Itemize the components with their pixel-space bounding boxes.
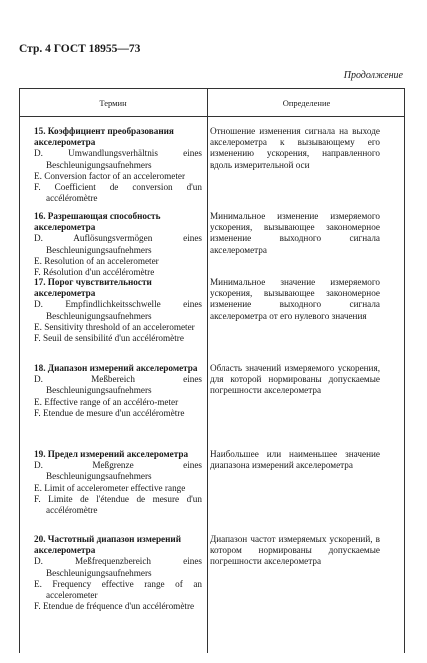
term-title: 18. Диапазон измерений акселерометра xyxy=(34,363,198,373)
term-entry xyxy=(34,277,202,344)
term-entry xyxy=(34,363,202,419)
term-definition: Минимальное значение измеряемого ускорения, вызывающее закономерное изменение выходного сигнала акселерометра от его нулевого значения xyxy=(210,277,380,321)
term-translation-fr: F. Seuil de sensibilité d'un accéléromètre xyxy=(34,333,184,344)
term-translation-de: D. Meßbereich eines Beschleunigungsaufnehmers xyxy=(34,374,202,396)
term-translation-de: D. Meßgrenze eines Beschleunigungsaufnehmers xyxy=(34,460,202,482)
term-title: 15. Коэффициент преобразования акселерометра xyxy=(34,126,174,148)
column-header-terms: Термин xyxy=(99,98,127,108)
term-translation-en: E. Resolution of an accelerometer xyxy=(34,255,159,266)
term-entry xyxy=(34,211,202,278)
term-translation-en: E. Effective range of an accéléro-meter xyxy=(34,396,179,407)
term-definition: Минимальное изменение измеряемого ускорения, вызывающее закономерное изменение выходного сигнала акселерометра xyxy=(210,211,380,255)
term-translation-fr: F. Résolution d'un accéléromètre xyxy=(34,267,155,278)
term-title: 19. Предел измерений акселерометра xyxy=(34,449,189,459)
term-translation-de: D. Auflösungsvermögen eines Beschleunigungsaufnehmers xyxy=(34,233,202,255)
table-column-divider xyxy=(207,88,208,653)
term-translation-fr: F. Etendue de mesure d'un accéléromètre xyxy=(34,407,185,418)
table-top-border xyxy=(19,88,405,89)
page-header: Стр. 4 ГОСТ 18955—73 xyxy=(19,43,141,55)
term-translation-de: D. Umwandlungsverhältnis eines Beschleunigungsaufnehmers xyxy=(34,148,202,170)
continued-label: Продолжение xyxy=(343,70,403,81)
terms-table xyxy=(19,88,405,653)
term-definition: Наибольшее или наименьшее значение диапазона измерений акселерометра xyxy=(210,449,380,471)
term-translation-de: D. Meßfrequenzbereich eines Beschleunigungsaufnehmers xyxy=(34,556,202,578)
term-title: 20. Частотный диапазон измерений акселерометра xyxy=(34,534,182,556)
term-translation-en: E. Limit of accelerometer effective range xyxy=(34,482,186,493)
table-header-divider xyxy=(19,116,405,117)
table-left-border xyxy=(19,88,20,653)
term-definition: Область значений измеряемого ускорения, для которой нормированы допускаемые погрешности акселерометра xyxy=(210,363,380,396)
column-header-definitions: Определение xyxy=(282,98,331,108)
term-translation-fr: F. Coefficient de conversion d'un accéléromètre xyxy=(34,182,202,204)
term-title: 17. Порог чувствительности акселерометра xyxy=(34,277,152,299)
term-translation-en: E. Conversion factor of an accelerometer xyxy=(34,170,186,181)
term-translation-en: E. Sensitivity threshold of an accelerometer xyxy=(34,321,195,332)
table-right-border xyxy=(404,88,405,653)
term-entry xyxy=(34,126,202,204)
term-entry xyxy=(34,534,202,612)
term-translation-fr: F. Limite de l'étendue de mesure d'un accéléromètre xyxy=(34,493,202,516)
term-definition: Отношение изменения сигнала на выходе акселерометра к вызывающему его изменению ускорения, направленного вдоль измерительной оси xyxy=(210,126,380,170)
term-entry xyxy=(34,449,202,516)
term-definition: Диапазон частот измеряемых ускорений, в котором нормированы допускаемые погрешности акселерометра xyxy=(210,534,380,567)
term-title: 16. Разрешающая способность акселерометра xyxy=(34,211,161,233)
term-translation-en: E. Frequency effective range of an accelerometer xyxy=(34,578,202,601)
term-translation-fr: F. Etendue de fréquence d'un accéléromètre xyxy=(34,601,195,612)
term-translation-de: D. Empfindlichkeitsschwelle eines Beschleunigungsaufnehmers xyxy=(34,299,202,321)
